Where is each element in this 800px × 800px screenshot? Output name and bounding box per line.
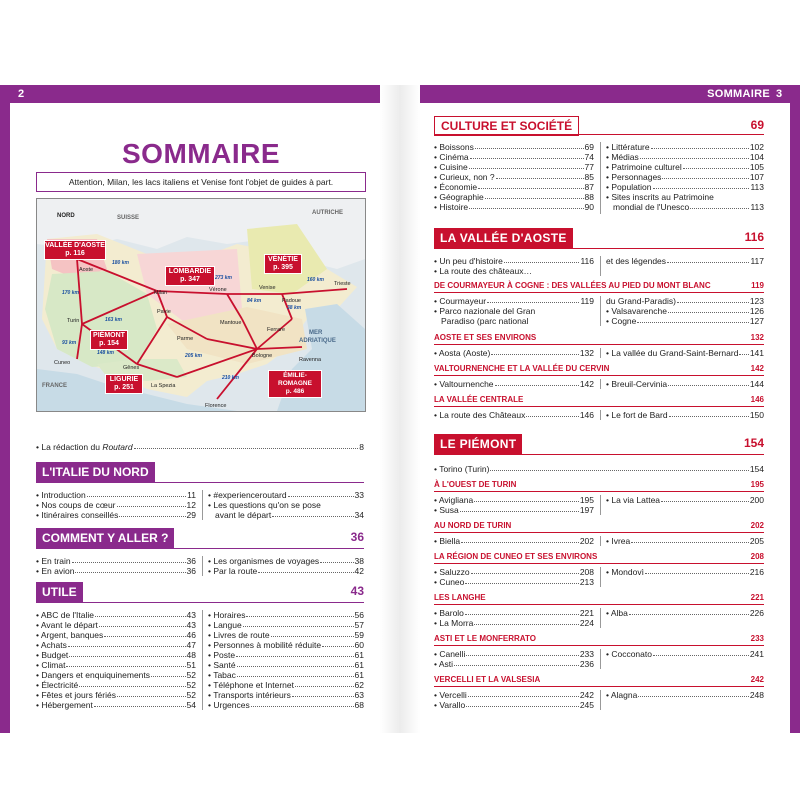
list-item[interactable]: • Alagna 248 xyxy=(606,690,764,700)
list-item[interactable]: • Varallo 245 xyxy=(434,700,594,710)
col xyxy=(606,649,764,659)
svg-text:Parme: Parme xyxy=(177,336,194,342)
col xyxy=(434,379,594,389)
book-gutter xyxy=(380,85,420,733)
list-item[interactable]: • Horaires 56 xyxy=(208,610,364,620)
list-item[interactable]: • Susa 197 xyxy=(434,505,594,515)
col xyxy=(434,567,594,587)
section-page: 36 xyxy=(350,530,364,544)
vsep xyxy=(600,649,601,669)
svg-text:Venise: Venise xyxy=(259,285,276,291)
list-item[interactable]: • Torino (Turin) 154 xyxy=(434,464,764,474)
col xyxy=(606,296,764,326)
col xyxy=(434,608,594,628)
subrule xyxy=(434,406,764,407)
list-item[interactable]: • Cuisine 77 xyxy=(434,162,594,172)
running-head: SOMMAIRE xyxy=(707,88,770,100)
section-aoste: LA VALLÉE D'AOSTE xyxy=(434,228,573,248)
rule xyxy=(434,454,764,455)
section-page: 116 xyxy=(744,230,764,244)
col xyxy=(606,690,764,700)
list-item[interactable]: • Itinéraires conseillés 29 xyxy=(36,510,196,520)
map-label-ligurie: LIGURIE p. 251 xyxy=(105,374,143,394)
list-item[interactable]: • Hébergement 54 xyxy=(36,700,196,710)
svg-text:180 km: 180 km xyxy=(112,260,129,266)
list-item[interactable]: • Valsavarenche 126 xyxy=(606,306,764,316)
vsep xyxy=(600,690,601,710)
rule xyxy=(36,602,364,603)
list-item[interactable]: • Personnes à mobilité réduite 60 xyxy=(208,640,364,650)
svg-text:Gênes: Gênes xyxy=(123,365,140,371)
subsection-title: LA RÉGION DE CUNEO ET SES ENVIRONS xyxy=(434,552,598,561)
subsection-title: AU NORD DE TURIN xyxy=(434,521,512,530)
list-item[interactable]: • Canelli 233 xyxy=(434,649,594,659)
vsep xyxy=(202,610,203,710)
list-item[interactable]: • Cocconato 241 xyxy=(606,649,764,659)
col xyxy=(434,649,594,669)
subrule xyxy=(434,604,764,605)
list-item[interactable]: • Poste 61 xyxy=(208,650,364,660)
list-item[interactable]: • Parco nazionale del Gran xyxy=(434,306,594,316)
col xyxy=(434,296,594,326)
list-item[interactable]: • Personnages 107 xyxy=(606,172,764,182)
svg-text:Padoue: Padoue xyxy=(282,298,301,304)
col xyxy=(606,348,764,358)
list-item[interactable]: • Climat 51 xyxy=(36,660,196,670)
map-country-suisse: SUISSE xyxy=(117,215,140,221)
list-item[interactable]: et des légendes 117 xyxy=(606,256,764,266)
list-item[interactable]: Paradiso (parc national xyxy=(441,316,529,326)
svg-text:84 km: 84 km xyxy=(247,298,262,304)
svg-text:Bologne: Bologne xyxy=(252,353,273,359)
culture-left-list xyxy=(434,142,594,212)
list-item[interactable]: mondial de l'Unesco 113 xyxy=(613,202,764,212)
list-item[interactable]: • Les organismes de voyages 38 xyxy=(208,556,364,566)
map-country-autriche: AUTRICHE xyxy=(312,210,343,216)
list-item[interactable]: • En train 36 xyxy=(36,556,196,566)
page-number-right: 3 xyxy=(768,85,790,103)
list-item[interactable]: • Avant le départ 43 xyxy=(36,620,196,630)
col xyxy=(606,536,764,546)
list-item[interactable]: • Tabac 61 xyxy=(208,670,364,680)
svg-text:93 km: 93 km xyxy=(62,340,77,346)
list-item[interactable]: • Sites inscrits au Patrimoine xyxy=(606,192,764,202)
section-piemont: LE PIÉMONT xyxy=(434,434,522,454)
section-italie-du-nord: L'ITALIE DU NORD xyxy=(36,462,155,482)
list-item[interactable]: du Grand-Paradis) 123 xyxy=(606,296,764,306)
subrule xyxy=(434,532,764,533)
list-item[interactable]: • Histoire 90 xyxy=(434,202,594,212)
list-item[interactable]: • Barolo 221 xyxy=(434,608,594,618)
section-page: 154 xyxy=(743,436,764,450)
list-item[interactable]: • Ivrea 205 xyxy=(606,536,764,546)
subsection-page: 195 xyxy=(750,480,764,489)
subsection-title: ASTI ET LE MONFERRATO xyxy=(434,634,536,643)
map-label-aoste: VALLÉE D'AOSTE p. 116 xyxy=(44,240,106,260)
piemont-intro xyxy=(434,464,764,474)
svg-text:160 km: 160 km xyxy=(307,277,324,283)
vsep xyxy=(600,348,601,358)
vsep xyxy=(600,567,601,587)
col xyxy=(434,536,594,546)
list-item[interactable]: • Dangers et enquiquinements 52 xyxy=(36,670,196,680)
vsep xyxy=(600,410,601,420)
list-item[interactable]: • Introduction 11 xyxy=(36,490,196,500)
subrule xyxy=(434,344,764,345)
list-item[interactable]: • Santé 61 xyxy=(208,660,364,670)
rule xyxy=(434,248,764,249)
vsep xyxy=(600,296,601,326)
list-item[interactable]: • Patrimoine culturel 105 xyxy=(606,162,764,172)
list-item[interactable]: • Asti 236 xyxy=(434,659,594,669)
subsection-title: LA VALLÉE CENTRALE xyxy=(434,395,524,404)
list-item[interactable]: • #experienceroutard 33 xyxy=(208,490,364,500)
list-item[interactable]: • Alba 226 xyxy=(606,608,764,618)
svg-text:La Spezia: La Spezia xyxy=(151,383,176,389)
list-item[interactable]: • La via Lattea 200 xyxy=(606,495,764,505)
rule xyxy=(36,482,364,483)
svg-text:Ravenna: Ravenna xyxy=(299,357,322,363)
col xyxy=(606,410,764,420)
list-item[interactable]: • Urgences 68 xyxy=(208,700,364,710)
italie-left-list xyxy=(36,490,196,520)
list-item[interactable]: • En avion 36 xyxy=(36,566,196,576)
list-item[interactable]: • Fêtes et jours fériés 52 xyxy=(36,690,196,700)
svg-text:Ferrare: Ferrare xyxy=(267,327,286,333)
svg-text:38 km: 38 km xyxy=(287,305,302,311)
vsep xyxy=(202,490,203,520)
list-item[interactable]: • Transports intérieurs 63 xyxy=(208,690,364,700)
col xyxy=(606,608,764,618)
page-title: SOMMAIRE xyxy=(122,138,280,169)
aller-right-list xyxy=(208,556,364,576)
list-item[interactable]: • Un peu d'histoire 116 xyxy=(434,256,594,266)
section-page: 69 xyxy=(750,118,764,132)
rule xyxy=(36,548,364,549)
subsection-page: 202 xyxy=(750,521,764,530)
list-item[interactable]: • Par la route 42 xyxy=(208,566,364,576)
section-page: 43 xyxy=(350,584,364,598)
aoste-intro-left xyxy=(434,256,594,276)
subsection-title: LES LANGHE xyxy=(434,593,486,602)
italie-right-list xyxy=(208,490,364,520)
col xyxy=(434,690,594,710)
left-header-bar xyxy=(0,85,380,103)
subsection-page: 208 xyxy=(750,552,764,561)
svg-text:Vérone: Vérone xyxy=(209,287,227,293)
rule xyxy=(434,134,764,135)
list-item[interactable]: • La vallée du Grand-Saint-Bernard 141 xyxy=(606,348,764,358)
vsep xyxy=(600,536,601,546)
svg-text:Milan: Milan xyxy=(154,290,168,296)
subsection-page: 142 xyxy=(750,364,764,373)
list-item[interactable]: • Avigliana 195 xyxy=(434,495,594,505)
list-item[interactable]: • Argent, banques 46 xyxy=(36,630,196,640)
list-item[interactable]: • Aosta (Aoste) 132 xyxy=(434,348,594,358)
vsep xyxy=(202,556,203,576)
list-item[interactable]: • La route des châteaux… xyxy=(434,266,594,276)
bottom-margin xyxy=(0,733,800,800)
list-item[interactable]: • Achats 47 xyxy=(36,640,196,650)
map-north: NORD xyxy=(57,213,75,219)
list-item[interactable]: • Cinéma 74 xyxy=(434,152,594,162)
intro-line[interactable]: • La rédaction du Routard 8 xyxy=(36,442,364,452)
right-edge-bar xyxy=(790,103,800,733)
vsep xyxy=(600,256,601,276)
list-item[interactable]: • Électricité 52 xyxy=(36,680,196,690)
list-item[interactable]: • ABC de l'Italie 43 xyxy=(36,610,196,620)
svg-text:Pavie: Pavie xyxy=(157,309,171,315)
list-item[interactable]: • Mondovì 216 xyxy=(606,567,764,577)
list-item[interactable]: • Médias 104 xyxy=(606,152,764,162)
section-comment-y-aller: COMMENT Y ALLER ? xyxy=(36,528,174,548)
map-country-france: FRANCE xyxy=(42,383,67,389)
page-subtitle: Attention, Milan, les lacs italiens et Venise font l'objet de guides à part. xyxy=(36,172,366,192)
subsection-title: VERCELLI ET LA VALSESIA xyxy=(434,675,541,684)
left-edge-bar xyxy=(0,103,10,733)
map-sea-1: MER xyxy=(309,330,323,336)
subsection-page: 242 xyxy=(750,675,764,684)
list-item[interactable]: • Cogne 127 xyxy=(606,316,764,326)
svg-text:Cuneo: Cuneo xyxy=(54,360,71,366)
svg-text:Mantoue: Mantoue xyxy=(220,320,242,326)
map-label-piemont: PIÉMONT p. 154 xyxy=(90,330,128,350)
subrule xyxy=(434,491,764,492)
subrule xyxy=(434,686,764,687)
list-item[interactable]: • Population 113 xyxy=(606,182,764,192)
section-utile: UTILE xyxy=(36,582,83,602)
list-item[interactable]: • Langue 57 xyxy=(208,620,364,630)
col xyxy=(606,379,764,389)
map-label-emilie: ÉMILIE-ROMAGNE p. 486 xyxy=(268,370,322,398)
culture-right-list xyxy=(606,142,764,212)
svg-text:Turin: Turin xyxy=(67,318,80,324)
list-item[interactable]: • Littérature 102 xyxy=(606,142,764,152)
list-item[interactable]: • Géographie 88 xyxy=(434,192,594,202)
list-item[interactable]: • Saluzzo 208 xyxy=(434,567,594,577)
page-number-left: 2 xyxy=(10,85,32,103)
subrule xyxy=(434,645,764,646)
vsep xyxy=(600,495,601,515)
svg-text:Trieste: Trieste xyxy=(334,281,351,287)
list-item[interactable]: • Cuneo 213 xyxy=(434,577,594,587)
svg-text:170 km: 170 km xyxy=(62,290,79,296)
list-item[interactable]: • Les questions qu'on se pose xyxy=(208,500,364,510)
subsection-page: 146 xyxy=(750,395,764,404)
utile-right-list xyxy=(208,610,364,710)
svg-text:148 km: 148 km xyxy=(97,350,114,356)
subsection-title: AOSTE ET SES ENVIRONS xyxy=(434,333,537,342)
list-item[interactable]: • Courmayeur 119 xyxy=(434,296,594,306)
list-item[interactable]: • Curieux, non ? 85 xyxy=(434,172,594,182)
svg-text:Aoste: Aoste xyxy=(79,267,94,273)
col xyxy=(434,348,594,358)
list-item[interactable]: • Téléphone et Internet 62 xyxy=(208,680,364,690)
subsection-page: 221 xyxy=(750,593,764,602)
vsep xyxy=(600,142,601,214)
list-item[interactable]: • La route des Châteaux 146 xyxy=(434,410,594,420)
list-item[interactable]: • Nos coups de cœur 12 xyxy=(36,500,196,510)
list-item[interactable]: • La Morra 224 xyxy=(434,618,594,628)
aoste-intro-right xyxy=(606,256,764,266)
svg-text:210 km: 210 km xyxy=(222,375,239,381)
map-label-lombardie: LOMBARDIE p. 347 xyxy=(165,266,215,286)
list-item[interactable]: • Vercelli 242 xyxy=(434,690,594,700)
subsection-page: 233 xyxy=(750,634,764,643)
subsection-title: VALTOURNENCHE ET LA VALLÉE DU CERVIN xyxy=(434,364,610,373)
svg-text:273 km: 273 km xyxy=(215,275,232,281)
col xyxy=(434,495,594,515)
map-label-venetie: VÉNÉTIE p. 395 xyxy=(264,254,302,274)
map-sea-2: ADRIATIQUE xyxy=(299,338,336,344)
list-item[interactable]: • Boissons 69 xyxy=(434,142,594,152)
list-item[interactable]: • Budget 48 xyxy=(36,650,196,660)
list-item[interactable]: • Le fort de Bard 150 xyxy=(606,410,764,420)
col xyxy=(606,567,764,577)
svg-text:Florence: Florence xyxy=(205,403,227,409)
vsep xyxy=(600,608,601,628)
utile-left-list xyxy=(36,610,196,710)
subsection-title: À L'OUEST DE TURIN xyxy=(434,480,517,489)
list-item[interactable]: • Breuil-Cervinia 144 xyxy=(606,379,764,389)
vsep xyxy=(600,379,601,389)
subrule xyxy=(434,563,764,564)
col xyxy=(434,410,594,420)
svg-text:205 km: 205 km xyxy=(185,353,202,359)
list-item[interactable]: avant le départ 34 xyxy=(215,510,364,520)
col xyxy=(606,495,764,505)
list-item[interactable]: • Biella 202 xyxy=(434,536,594,546)
subrule xyxy=(434,375,764,376)
subsection-page: 119 xyxy=(751,281,764,290)
list-item[interactable]: • Économie 87 xyxy=(434,182,594,192)
section-culture: CULTURE ET SOCIÉTÉ xyxy=(434,116,579,136)
subrule xyxy=(434,292,764,293)
subsection-page: 132 xyxy=(750,333,764,342)
aller-left-list xyxy=(36,556,196,576)
svg-text:163 km: 163 km xyxy=(105,317,122,323)
subsection-title: DE COURMAYEUR À COGNE : DES VALLÉES AU PIED DU MONT BLANC xyxy=(434,281,711,290)
top-margin xyxy=(0,0,800,85)
list-item[interactable]: • Valtournenche 142 xyxy=(434,379,594,389)
list-item[interactable]: • Livres de route 59 xyxy=(208,630,364,640)
